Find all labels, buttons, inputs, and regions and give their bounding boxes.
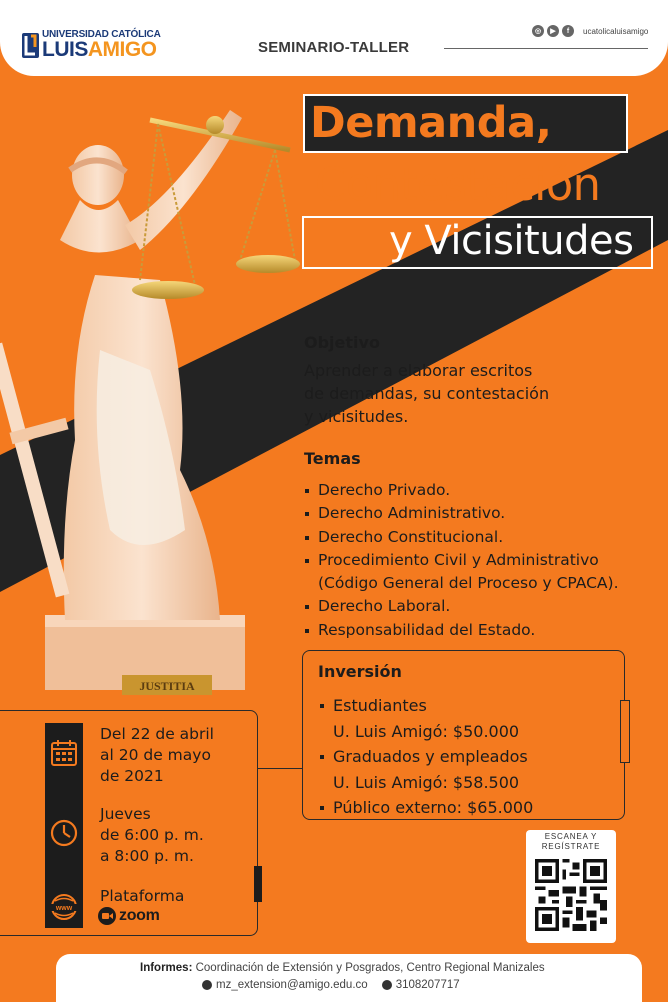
social-handle: ucatolicaluisamigo bbox=[583, 26, 649, 36]
inversion-list bbox=[318, 693, 533, 821]
list-item-text: Procedimiento Civil y Administrativo bbox=[318, 550, 599, 569]
email-icon bbox=[202, 980, 212, 990]
price-value: U. Luis Amigó: $58.500 bbox=[333, 772, 520, 792]
logo-amigo: AMIGO bbox=[87, 38, 157, 61]
date-line: al 20 de mayo bbox=[100, 746, 211, 764]
date-line: Del 22 de abril bbox=[100, 725, 214, 743]
list-item-continuation: (Código General del Proceso y CPACA). bbox=[318, 574, 619, 593]
time-line: de 6:00 p. m. bbox=[100, 826, 204, 844]
list-item: Derecho Administrativo. bbox=[304, 502, 619, 525]
instagram-icon[interactable]: ◎ bbox=[532, 25, 544, 37]
title-line-1: Demanda, bbox=[310, 98, 552, 148]
objetivo-text bbox=[304, 359, 604, 428]
price-item: Estudiantes bbox=[318, 693, 533, 719]
social-links bbox=[532, 25, 648, 37]
objetivo-line: de demandas, su contestación bbox=[304, 384, 550, 403]
footer bbox=[56, 954, 642, 1002]
time-line: Jueves bbox=[100, 805, 151, 823]
temas-list bbox=[304, 479, 619, 642]
time-range bbox=[100, 804, 204, 867]
footer-phone[interactable]: 3108207717 bbox=[395, 979, 460, 991]
logo-mark-icon bbox=[22, 33, 39, 58]
time-line: a 8:00 p. m. bbox=[100, 847, 194, 865]
list-item bbox=[304, 549, 619, 596]
price-item: Público externo: $65.000 bbox=[318, 795, 533, 821]
price-item: Graduados y empleados bbox=[318, 744, 533, 770]
phone-icon bbox=[382, 980, 392, 990]
seminar-label: SEMINARIO-TALLER bbox=[258, 39, 410, 56]
list-item: Derecho Laboral. bbox=[304, 595, 619, 618]
qr-code-icon[interactable] bbox=[535, 859, 607, 931]
informes-text: Coordinación de Extensión y Posgrados, Centro Regional Manizales bbox=[192, 962, 545, 974]
logo-university-text: UNIVERSIDAD CATÓLICA bbox=[42, 29, 161, 40]
justice-statue-illustration bbox=[0, 90, 300, 710]
list-item: Responsabilidad del Estado. bbox=[304, 619, 619, 642]
footer-email[interactable]: mz_extension@amigo.edu.co bbox=[216, 979, 368, 991]
qr-label bbox=[526, 832, 616, 852]
inversion-heading: Inversión bbox=[318, 662, 402, 681]
zoom-logo bbox=[98, 907, 160, 925]
qr-card[interactable] bbox=[526, 830, 616, 943]
zoom-camera-icon bbox=[98, 907, 116, 925]
platform-label: Plataforma bbox=[100, 887, 185, 905]
logo-name bbox=[42, 38, 157, 62]
objetivo-heading: Objetivo bbox=[304, 333, 380, 352]
temas-heading: Temas bbox=[304, 449, 361, 468]
objetivo-line: Aprender a elaborar escritos bbox=[304, 361, 533, 380]
logo-luis: LUIS bbox=[42, 38, 88, 61]
schedule-box-tab bbox=[254, 866, 262, 902]
date-range bbox=[100, 724, 214, 787]
youtube-icon[interactable]: ▶ bbox=[547, 25, 559, 37]
informes-label: Informes: bbox=[140, 962, 193, 974]
www-label: www bbox=[55, 905, 73, 912]
inversion-box-tab bbox=[620, 700, 630, 763]
list-item: Derecho Constitucional. bbox=[304, 526, 619, 549]
schedule-connector bbox=[258, 768, 303, 769]
title-line-2: Contestación bbox=[315, 158, 601, 211]
web-globe-icon bbox=[49, 892, 79, 922]
list-item: Derecho Privado. bbox=[304, 479, 619, 502]
facebook-icon[interactable]: f bbox=[562, 25, 574, 37]
title-line-3: y Vicisitudes bbox=[389, 218, 634, 264]
qr-label-line: REGÍSTRATE bbox=[541, 842, 601, 851]
calendar-icon bbox=[49, 738, 79, 768]
plaque-text: JUSTITIA bbox=[139, 679, 195, 693]
zoom-wordmark: zoom bbox=[119, 907, 160, 924]
header bbox=[0, 0, 668, 76]
date-line: de 2021 bbox=[100, 767, 164, 785]
seminar-divider bbox=[444, 48, 648, 49]
footer-informes bbox=[140, 962, 545, 974]
objetivo-line: y vicisitudes. bbox=[304, 407, 409, 426]
qr-label-line: ESCANEA Y bbox=[544, 832, 598, 841]
footer-contact bbox=[202, 979, 460, 991]
price-value: U. Luis Amigó: $50.000 bbox=[333, 721, 520, 741]
clock-icon bbox=[49, 818, 79, 848]
